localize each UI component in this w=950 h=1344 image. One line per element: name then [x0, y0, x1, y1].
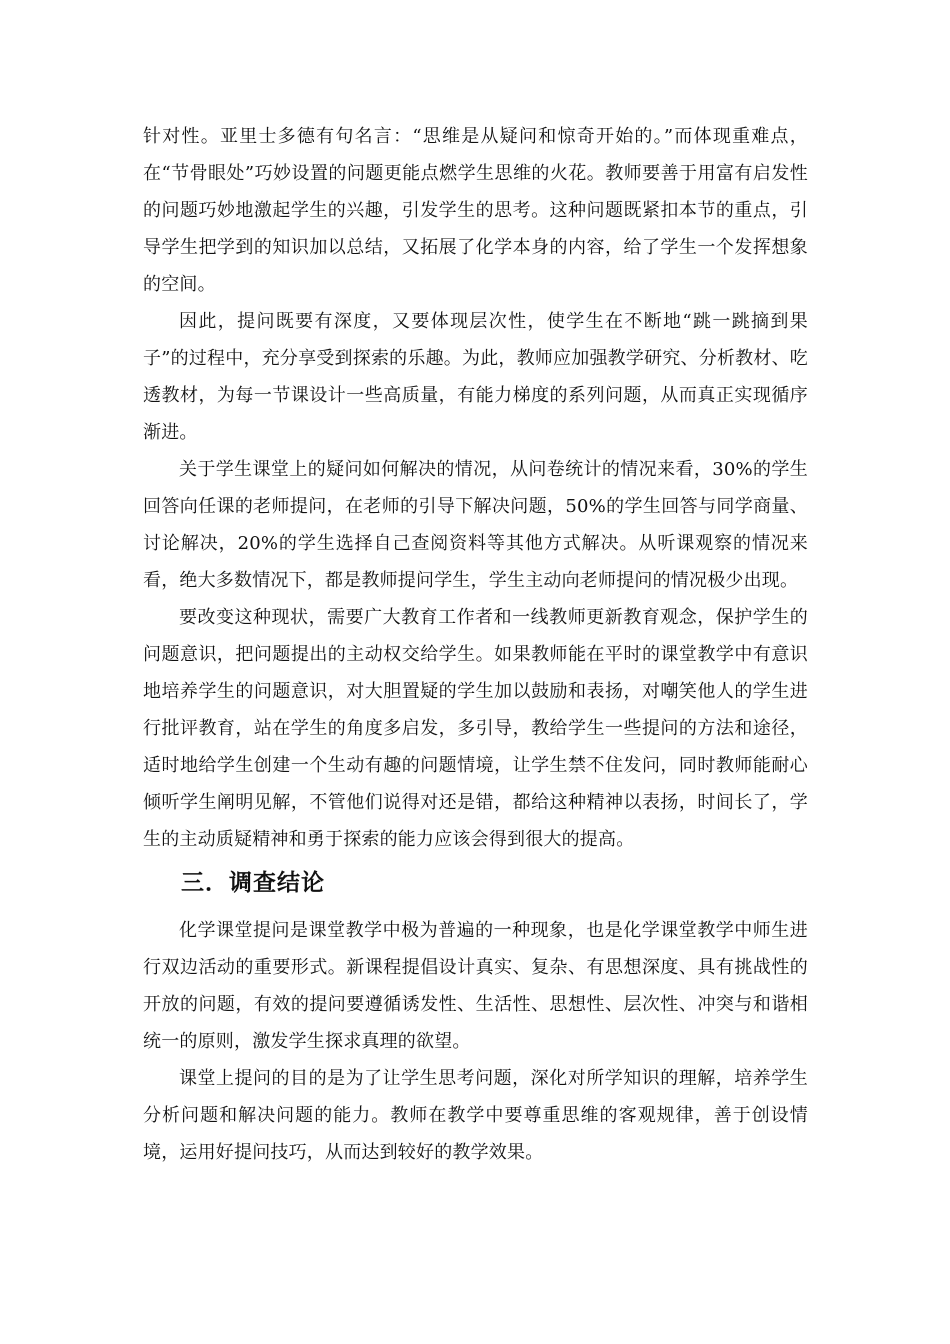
- paragraph: 关于学生课堂上的疑问如何解决的情况，从问卷统计的情况来看，30%的学生回答向任课的老师提问，在老师的引导下解决问题，50%的学生回答与同学商量、讨论解决，20%的学生选择自己查阅资料等其他方式解决。从听课观察的情况来看，绝大多数情况下，都是教师提问学生，学生主动向老师提问的情况极少出现。: [143, 459, 808, 591]
- paragraph-continuation: 针对性。亚里士多德有句名言：“思维是从疑问和惊奇开始的。”而体现重难点，在“节骨眼处”巧妙设置的问题更能点燃学生思维的火花。教师要善于用富有启发性的问题巧妙地激起学生的兴趣，引发学生的思考。这种问题既紧扣本节的重点，引导学生把学到的知识加以总结，又拓展了化学本身的内容，给了学生一个发挥想象的空间。: [143, 126, 808, 295]
- paragraph: 化学课堂提问是课堂教学中极为普遍的一种现象，也是化学课堂教学中师生进行双边活动的重要形式。新课程提倡设计真实、复杂、有思想深度、具有挑战性的开放的问题，有效的提问要遵循诱发性、生活性、思想性、层次性、冲突与和谐相统一的原则，激发学生探求真理的欲望。: [143, 920, 808, 1052]
- paragraph: 课堂上提问的目的是为了让学生思考问题，深化对所学知识的理解，培养学生分析问题和解决问题的能力。教师在教学中要尊重思维的客观规律，善于创设情境，运用好提问技巧，从而达到较好的教学效果。: [143, 1068, 808, 1163]
- paragraph: 因此，提问既要有深度，又要体现层次性，使学生在不断地“跳一跳摘到果子”的过程中，充分享受到探索的乐趣。为此，教师应加强教学研究、分析教材、吃透教材，为每一节课设计一些高质量，有能力梯度的系列问题，从而真正实现循序渐进。: [143, 311, 808, 443]
- section-heading: 三．调查结论: [181, 870, 325, 896]
- document-body: [143, 118, 808, 1171]
- paragraph: 要改变这种现状，需要广大教育工作者和一线教师更新教育观念，保护学生的问题意识，把问题提出的主动权交给学生。如果教师能在平时的课堂教学中有意识地培养学生的问题意识，对大胆置疑的学生加以鼓励和表扬，对嘲笑他人的学生进行批评教育，站在学生的角度多启发，多引导，教给学生一些提问的方法和途径，适时地给学生创建一个生动有趣的问题情境，让学生禁不住发问，同时教师能耐心倾听学生阐明见解，不管他们说得对还是错，都给这种精神以表扬，时间长了，学生的主动质疑精神和勇于探索的能力应该会得到很大的提高。: [143, 607, 808, 850]
